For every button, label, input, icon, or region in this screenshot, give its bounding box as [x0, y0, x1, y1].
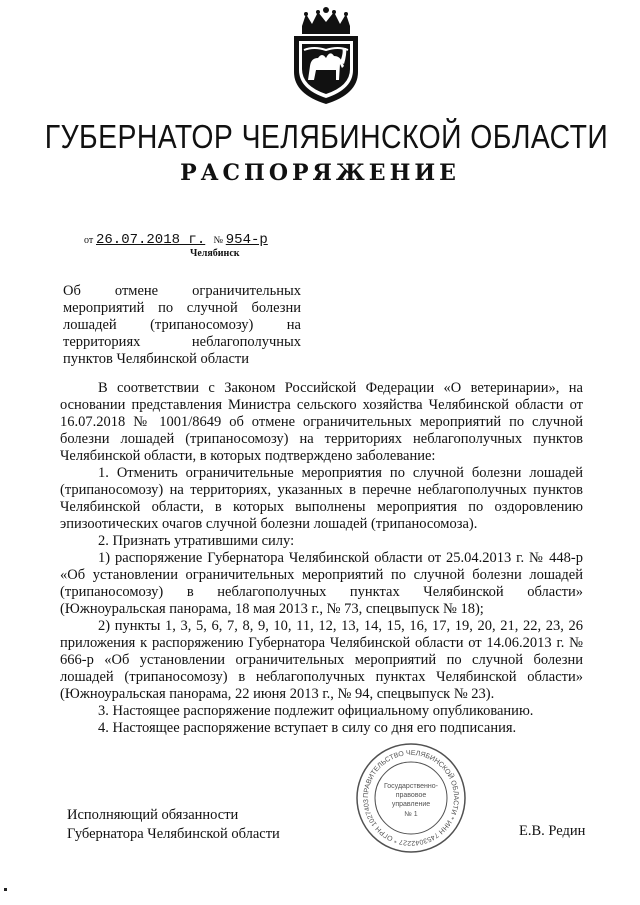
document-subject: Об отмене ограничительных мероприятий по случной болезни лошадей (трипаносомозу) на территориях неблагополучных пунктов Челябинской области	[63, 283, 301, 367]
position-line-1: Исполняющий обязанности	[67, 807, 239, 823]
city: Челябинск	[190, 248, 240, 259]
document-date: 26.07.2018 г.	[96, 232, 206, 248]
preamble-paragraph: В соответствии с Законом Российской Федерации «О ветеринарии», на основании представления Министра сельского хозяйства Челябинской области от 16.07.2018 № 1001/8649 об отмене ограничительных мероприятий по случной болезни лошадей (трипаносомозу) на территориях неблагополучных пунктов Челябинской области, в которых подтверждено заболевание:	[60, 380, 583, 464]
governor-title: ГУБЕРНАТОР ЧЕЛЯБИНСКОЙ ОБЛАСТИ	[44, 118, 609, 155]
date-label: от	[84, 235, 94, 246]
position-line-2: Губернатора Челябинской области	[67, 826, 280, 842]
document-body	[60, 380, 583, 737]
paragraph-2-item-2: 2) пункты 1, 3, 5, 6, 7, 8, 9, 10, 11, 12, 13, 14, 15, 16, 17, 19, 20, 21, 22, 23, 26 приложения к распоряжению Губернатора Челябинской области от 14.06.2013 г. № 666-р «Об установлении ограничительных мероприятий по случной болезни лошадей (трипаносомозу) в неблагополучных пунктах Челябинской области» (Южноуральская панорама, 22 июня 2013 г., № 94, спецвыпуск № 23).	[60, 618, 583, 702]
document-type: РАСПОРЯЖЕНИЕ	[180, 160, 460, 186]
paragraph-2: 2. Признать утратившими силу:	[98, 533, 295, 549]
scan-mark	[4, 888, 7, 891]
registration-line	[84, 232, 268, 248]
stamp-text-1: Государственно-	[383, 783, 439, 790]
document-number: 954-р	[225, 232, 268, 248]
stamp-text-2: правовое	[395, 792, 427, 799]
number-label: №	[213, 235, 224, 246]
coat-of-arms-icon	[284, 6, 368, 106]
stamp-text-3: управление	[391, 801, 431, 808]
paragraph-1: 1. Отменить ограничительные мероприятия по случной болезни лошадей (трипаносомозу) на территориях, указанных в перечне неблагополучных пунктов Челябинской области, в которых выполнены мероприятия по оздоровлению эпизоотических очагов случной болезни лошадей (трипаносомоза).	[60, 465, 583, 532]
signatory-position	[67, 806, 280, 844]
paragraph-4: 4. Настоящее распоряжение вступает в силу со дня его подписания.	[98, 720, 517, 736]
stamp-text-4: № 1	[404, 811, 418, 818]
official-stamp-icon	[355, 742, 467, 854]
paragraph-3: 3. Настоящее распоряжение подлежит официальному опубликованию.	[98, 703, 534, 719]
paragraph-2-item-1: 1) распоряжение Губернатора Челябинской области от 25.04.2013 г. № 448-р «Об установлении ограничительных мероприятий по случной болезни лошадей (трипаносомозу) в неблагополучных пунктах Челябинской области» (Южноуральская панорама, 18 мая 2013 г., № 73, спецвыпуск № 18);	[60, 550, 583, 617]
stamp-ring-text: ПРАВИТЕЛЬСТВО ЧЕЛЯБИНСКОЙ ОБЛАСТИ * ИНН 7453042227 * ОГРН 1027403	[362, 749, 460, 847]
signatory-name: Е.В. Редин	[519, 823, 586, 839]
